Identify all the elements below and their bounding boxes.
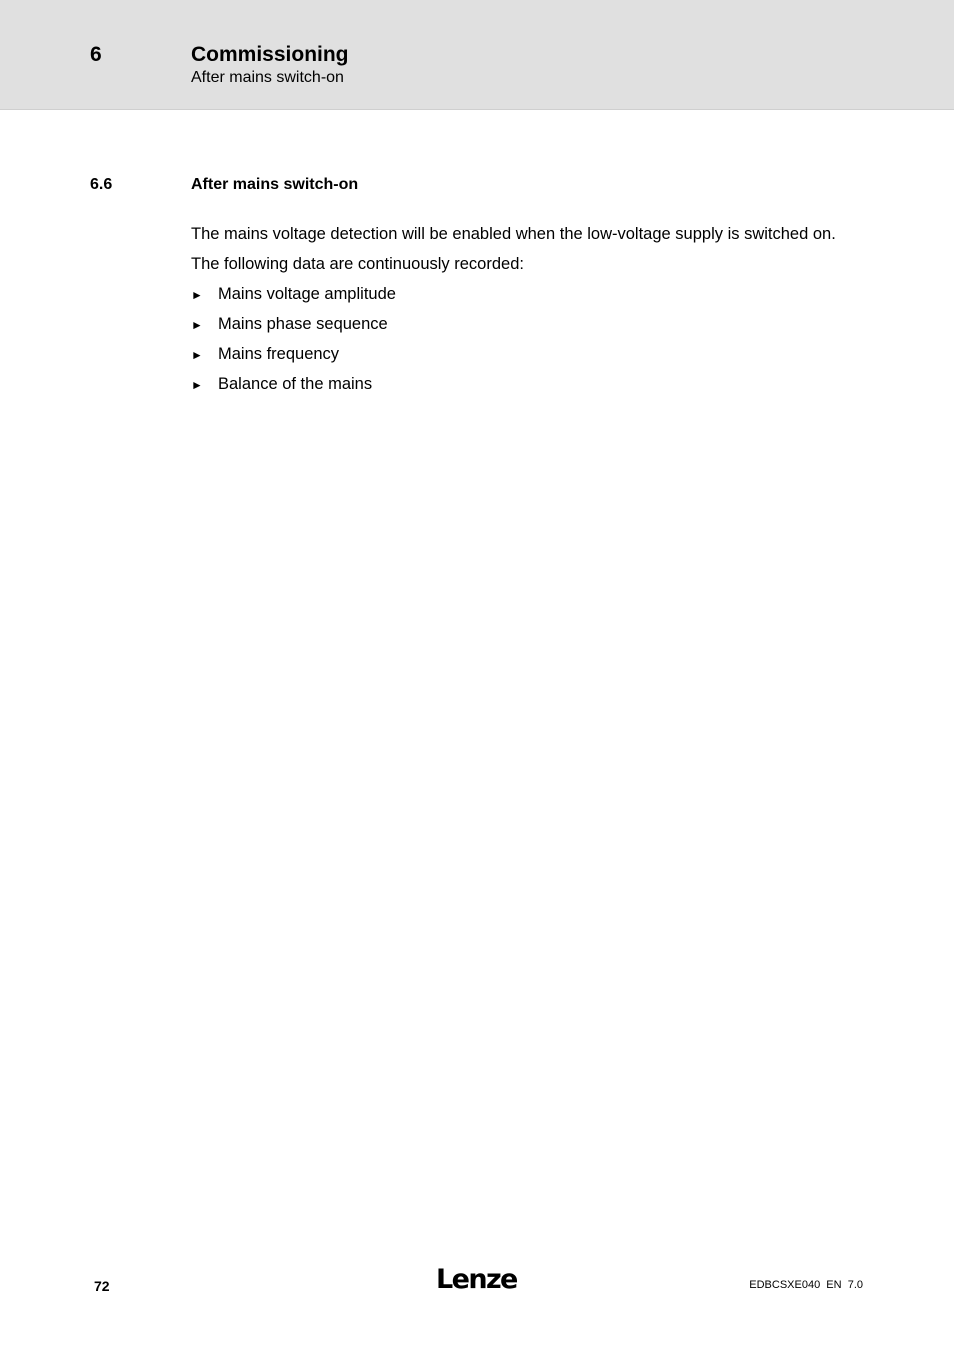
page-number: 72: [94, 1278, 110, 1294]
section-number: 6.6: [90, 176, 113, 193]
list-item-text: Mains frequency: [218, 345, 340, 363]
list-item-text: Mains phase sequence: [218, 315, 388, 333]
triangle-bullet-icon: ►: [191, 288, 203, 302]
chapter-header-band: [0, 0, 954, 110]
document-id: EDBCSXE040 EN 7.0: [749, 1279, 863, 1291]
triangle-bullet-icon: ►: [191, 378, 203, 392]
lenze-logo: Lenze: [436, 1264, 517, 1295]
chapter-title: Commissioning: [191, 43, 349, 66]
list-item-text: Mains voltage amplitude: [218, 285, 396, 303]
chapter-subtitle: After mains switch-on: [191, 69, 344, 86]
body-paragraph-2: The following data are continuously recorded:: [191, 255, 524, 273]
section-title: After mains switch-on: [191, 176, 359, 193]
triangle-bullet-icon: ►: [191, 348, 203, 362]
body-paragraph-1: The mains voltage detection will be enabled when the low-voltage supply is switched on.: [191, 225, 836, 243]
triangle-bullet-icon: ►: [191, 318, 203, 332]
chapter-number: 6: [90, 43, 102, 66]
list-item-text: Balance of the mains: [218, 375, 373, 393]
